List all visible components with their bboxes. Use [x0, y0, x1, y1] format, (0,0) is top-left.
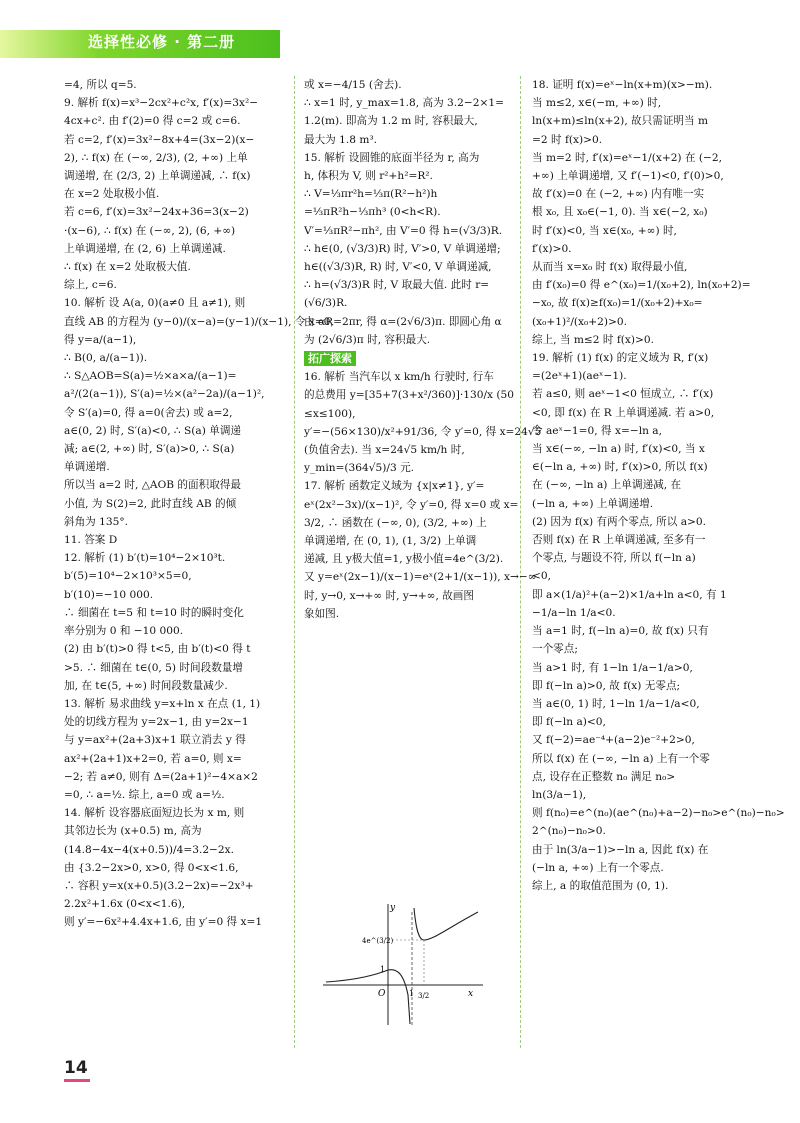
- text-line: 或 x=−4/15 (舍去).: [304, 79, 402, 91]
- text-line: 减; a∈(2, +∞) 时, S′(a)>0, ∴ S(a): [64, 443, 235, 456]
- text-line: 17. 解析 函数定义域为 {x|x≠1}, y′=: [304, 480, 485, 493]
- text-line: 递减, 且 y极大值=1, y极小值=4e^(3/2).: [304, 553, 504, 566]
- text-line: ln(x+m)≤ln(x+2), 故只需证明当 m: [532, 115, 709, 128]
- text-line: 综上, 当 m≤2 时 f(x)>0.: [532, 333, 655, 346]
- text-line: 由 αR=2πr, 得 α=(2√6/3)π. 即圆心角 α: [304, 315, 502, 328]
- text-line: 根 x₀, 且 x₀∈(−1, 0). 当 x∈(−2, x₀): [532, 206, 708, 219]
- text-line: 3/2, ∴ 函数在 (−∞, 0), (3/2, +∞) 上: [304, 516, 487, 529]
- text-line: (14.8−4x−4(x+0.5))/4=3.2−2x.: [64, 843, 235, 856]
- column-divider: [294, 76, 295, 1048]
- text-line: (−ln a, +∞) 上单调递增.: [532, 497, 654, 510]
- text-line: ∴ S△AOB=S(a)=½×a×a/(a−1)=: [64, 370, 237, 383]
- text-line: h, 体积为 V, 则 r²+h²=R².: [304, 170, 433, 183]
- text-line: 由 {3.2−2x>0, x>0, 得 0<x<1.6,: [64, 861, 239, 874]
- text-line: 综上, a 的取值范围为 (0, 1).: [532, 879, 669, 892]
- text-line: =⅓πR²h−⅓πh³ (0<h<R).: [304, 206, 441, 219]
- text-line: y′=−(56×130)/x²+91/36, 令 y′=0, 得 x=24√5: [304, 425, 542, 438]
- text-line: b′(10)=−10 000.: [64, 588, 154, 601]
- text-line: 令 aeˣ−1=0, 得 x=−ln a,: [532, 424, 662, 437]
- text-line: >5. ∴ 细菌在 t∈(0, 5) 时间段数量增: [64, 661, 243, 674]
- text-line: a∈(0, 2) 时, S′(a)<0, ∴ S(a) 单调递: [64, 424, 242, 437]
- text-line: 为 (2√6/3)π 时, 容积最大.: [304, 333, 431, 346]
- text-line: 的总费用 y=[35+7(3+x²/360)]·130/x (50: [304, 389, 514, 402]
- text-line: 在 x=2 处取极小值.: [64, 188, 160, 201]
- text-line: ax²+(2a+1)x+2=0, 若 a=0, 则 x=: [64, 752, 242, 765]
- text-line: 1.2(m). 即高为 1.2 m 时, 容积最大,: [304, 115, 478, 128]
- text-line: 得 y=a/(a−1),: [64, 333, 137, 346]
- text-line: −x₀, 故 f(x)≥f(x₀)=1/(x₀+2)+x₀=: [532, 297, 703, 310]
- section-label: 拓广探索: [304, 351, 356, 366]
- text-line: 时, y→0, x→+∞ 时, y→+∞, 故画图: [304, 589, 474, 602]
- text-line: (√6/3)R.: [304, 297, 348, 310]
- curve-right: [414, 908, 478, 940]
- text-line: (2) 因为 f(x) 有两个零点, 所以 a>0.: [532, 515, 707, 528]
- text-line: y_min=(364√5)/3 元.: [304, 462, 415, 475]
- text-line: =2 时 f(x)>0.: [532, 133, 603, 146]
- x-three-half-label: 3/2: [418, 992, 430, 1000]
- text-line: −1/a−ln 1/a<0.: [532, 606, 616, 619]
- text-line: =4, 所以 q=5.: [64, 79, 137, 91]
- text-line: 象如图.: [304, 607, 340, 620]
- text-line: 当 a>1 时, 有 1−ln 1/a−1/a>0,: [532, 661, 693, 674]
- text-line: 则 y′=−6x²+4.4x+1.6, 由 y′=0 得 x=1: [64, 916, 263, 929]
- text-line: h∈((√3/3)R, R) 时, V′<0, V 单调递减,: [304, 261, 492, 274]
- column-middle: [304, 76, 542, 623]
- text-line: 与 y=ax²+(2a+3)x+1 联立消去 y 得: [64, 734, 246, 747]
- text-line: 由于 ln(3/a−1)>−ln a, 因此 f(x) 在: [532, 843, 709, 856]
- text-line: 处的切线方程为 y=2x−1, 由 y=2x−1: [64, 716, 249, 729]
- column-right: [532, 76, 785, 895]
- x-one-label: 1: [409, 989, 415, 998]
- text-line: ∴ f(x) 在 x=2 处取极大值.: [64, 261, 191, 274]
- text-line: ∴ x=1 时, y_max=1.8, 高为 3.2−2×1=: [304, 97, 504, 110]
- text-line: ln(3/a−1),: [532, 788, 587, 801]
- text-line: +∞) 上单调递增, 又 f′(−1)<0, f′(0)>0,: [532, 170, 724, 183]
- text-line: 综上, c=6.: [64, 279, 117, 292]
- text-line: 小值, 为 S(2)=2, 此时直线 AB 的倾: [64, 497, 237, 510]
- text-line: −2; 若 a≠0, 则有 Δ=(2a+1)²−4×a×2: [64, 770, 258, 783]
- text-line: 即 f(−ln a)<0,: [532, 716, 606, 729]
- text-line: ∈(−ln a, +∞) 时, f′(x)>0, 所以 f(x): [532, 461, 708, 474]
- text-line: 由 f′(x₀)=0 得 e^(x₀)=1/(x₀+2), ln(x₀+2)=: [532, 279, 751, 292]
- text-line: 又 y=eˣ(2x−1)/(x−1)=eˣ(2+1/(x−1)), x→−∞: [304, 571, 537, 584]
- text-line: 令 S′(a)=0, 得 a=0(舍去) 或 a=2,: [64, 406, 233, 419]
- text-line: 2.2x²+1.6x (0<x<1.6),: [64, 898, 186, 911]
- text-line: b′(5)=10⁴−2×10³×5=0,: [64, 570, 192, 583]
- text-line: 单调递增, 在 (0, 1), (1, 3/2) 上单调: [304, 535, 477, 548]
- text-line: (−ln a, +∞) 上有一个零点.: [532, 861, 664, 874]
- text-line: V′=⅓πR²−πh², 由 V′=0 得 h=(√3/3)R.: [304, 224, 503, 237]
- curve-left: [326, 970, 410, 1024]
- text-line: 10. 解析 设 A(a, 0)(a≠0 且 a≠1), 则: [64, 297, 246, 310]
- text-line: 2^(n₀)−n₀>0.: [532, 825, 606, 838]
- text-line: 点, 设存在正整数 n₀ 满足 n₀>: [532, 770, 676, 783]
- text-line: eˣ(2x²−3x)/(x−1)², 令 y′=0, 得 x=0 或 x=: [304, 498, 519, 511]
- column-divider: [520, 76, 521, 1048]
- text-line: 个零点, 与题设不符, 所以 f(−ln a): [532, 552, 696, 565]
- text-line: (2) 由 b′(t)>0 得 t<5, 由 b′(t)<0 得 t: [64, 643, 251, 656]
- text-line: f′(x)>0.: [532, 242, 572, 255]
- text-line: 14. 解析 设容器底面短边长为 x m, 则: [64, 807, 245, 820]
- text-line: ∴ B(0, a/(a−1)).: [64, 352, 148, 365]
- page-number: 14: [64, 1058, 88, 1078]
- text-line: 所以 f(x) 在 (−∞, −ln a) 上有一个零: [532, 752, 710, 765]
- text-line: =0, ∴ a=½. 综上, a=0 或 a=½.: [64, 788, 225, 801]
- text-line: 又 f(−2)=ae⁻⁴+(a−2)e⁻²+2>0,: [532, 734, 695, 747]
- text-line: 当 m=2 时, f′(x)=eˣ−1/(x+2) 在 (−2,: [532, 151, 723, 164]
- text-line: ∴ h∈(0, (√3/3)R) 时, V′>0, V 单调递增;: [304, 242, 501, 255]
- text-line: 12. 解析 (1) b′(t)=10⁴−2×10³t.: [64, 552, 226, 565]
- text-line: 当 x∈(−∞, −ln a) 时, f′(x)<0, 当 x: [532, 443, 705, 456]
- text-line: ·(x−6), ∴ f(x) 在 (−∞, 2), (6, +∞): [64, 224, 236, 237]
- text-line: 在 (−∞, −ln a) 上单调递减, 在: [532, 479, 682, 492]
- text-line: 9. 解析 f(x)=x³−2cx²+c²x, f′(x)=3x²−: [64, 97, 259, 110]
- text-line: 2), ∴ f(x) 在 (−∞, 2/3), (2, +∞) 上单: [64, 151, 248, 164]
- text-line: 调递增, 在 (2/3, 2) 上单调递减, ∴ f(x): [64, 170, 251, 183]
- function-graph: [318, 900, 488, 1030]
- text-line: 上单调递增, 在 (2, 6) 上单调递减.: [64, 242, 226, 255]
- text-line: 否则 f(x) 在 R 上单调递减, 至多有一: [532, 534, 706, 547]
- text-line: 当 m≤2, x∈(−m, +∞) 时,: [532, 97, 662, 110]
- text-line: 16. 解析 当汽车以 x km/h 行驶时, 行车: [304, 371, 494, 384]
- text-line: a²/(2(a−1)), S′(a)=½×(a²−2a)/(a−1)²,: [64, 388, 265, 401]
- text-line: 15. 解析 设圆锥的底面半径为 r, 高为: [304, 151, 480, 164]
- text-line: 19. 解析 (1) f(x) 的定义域为 R, f′(x): [532, 352, 709, 365]
- text-line: =(2eˣ+1)(aeˣ−1).: [532, 370, 627, 383]
- text-line: 最大为 1.8 m³.: [304, 133, 378, 146]
- text-line: 13. 解析 易求曲线 y=x+ln x 在点 (1, 1): [64, 697, 261, 710]
- text-line: 11. 答案 D: [64, 534, 118, 547]
- text-line: (x₀+1)²/(x₀+2)>0.: [532, 315, 628, 328]
- text-line: 若 c=6, f′(x)=3x²−24x+36=3(x−2): [64, 206, 249, 219]
- text-line: 一个零点;: [532, 643, 578, 656]
- text-line: 当 a∈(0, 1) 时, 1−ln 1/a−1/a<0,: [532, 697, 700, 710]
- text-line: 率分别为 0 和 −10 000.: [64, 625, 184, 638]
- y-one-label: 1: [380, 965, 386, 974]
- y-max-label: 4e^(3/2): [362, 937, 394, 945]
- text-line: ∴ 细菌在 t=5 和 t=10 时的瞬时变化: [64, 606, 244, 619]
- text-line: 当 a=1 时, f(−ln a)=0, 故 f(x) 只有: [532, 625, 709, 638]
- text-line: <0, 即 f(x) 在 R 上单调递减. 若 a>0,: [532, 406, 715, 419]
- text-line: 4cx+c². 由 f′(2)=0 得 c=2 或 c=6.: [64, 115, 241, 128]
- text-line: ∴ 容积 y=x(x+0.5)(3.2−2x)=−2x³+: [64, 879, 254, 892]
- origin-label: O: [378, 989, 386, 999]
- text-line: 若 a≤0, 则 aeˣ−1<0 恒成立, ∴ f′(x): [532, 388, 714, 401]
- page-title: 选择性必修 · 第二册: [88, 33, 236, 51]
- text-line: (负值舍去). 当 x=24√5 km/h 时,: [304, 444, 465, 457]
- text-line: ∴ V=⅓πr²h=⅓π(R²−h²)h: [304, 188, 438, 201]
- text-line: 单调递增.: [64, 461, 110, 474]
- text-line: 所以当 a=2 时, △AOB 的面积取得最: [64, 479, 241, 492]
- text-line: 斜角为 135°.: [64, 515, 129, 528]
- text-line: 则 f(n₀)=e^(n₀)(ae^(n₀)+a−2)−n₀>e^(n₀)−n₀>: [532, 807, 785, 820]
- text-line: 直线 AB 的方程为 (y−0)/(x−a)=(y−1)/(x−1), 令 x=0,: [64, 315, 334, 328]
- text-line: 加, 在 t∈(5, +∞) 时间段数量减少.: [64, 679, 228, 692]
- text-line: 从而当 x=x₀ 时 f(x) 取得最小值,: [532, 261, 688, 274]
- text-line: 时 f′(x)<0, 当 x∈(x₀, +∞) 时,: [532, 224, 677, 237]
- text-line: 即 f(−ln a)>0, 故 f(x) 无零点;: [532, 679, 681, 692]
- text-line: 若 c=2, f′(x)=3x²−8x+4=(3x−2)(x−: [64, 133, 255, 146]
- text-line: 故 f′(x)=0 在 (−2, +∞) 内有唯一实: [532, 188, 705, 201]
- text-line: 18. 证明 f(x)=eˣ−ln(x+m)(x>−m).: [532, 79, 713, 91]
- text-line: ≤x≤100),: [304, 407, 356, 420]
- page-number-underline: [64, 1079, 90, 1082]
- text-line: 即 a×(1/a)²+(a−2)×1/a+ln a<0, 有 1: [532, 588, 727, 601]
- text-line: ∴ h=(√3/3)R 时, V 取最大值. 此时 r=: [304, 279, 490, 292]
- text-line: 其邻边长为 (x+0.5) m, 高为: [64, 825, 202, 838]
- text-line: <0,: [532, 570, 551, 583]
- x-axis-label: x: [468, 989, 474, 999]
- y-axis-label: y: [390, 903, 396, 913]
